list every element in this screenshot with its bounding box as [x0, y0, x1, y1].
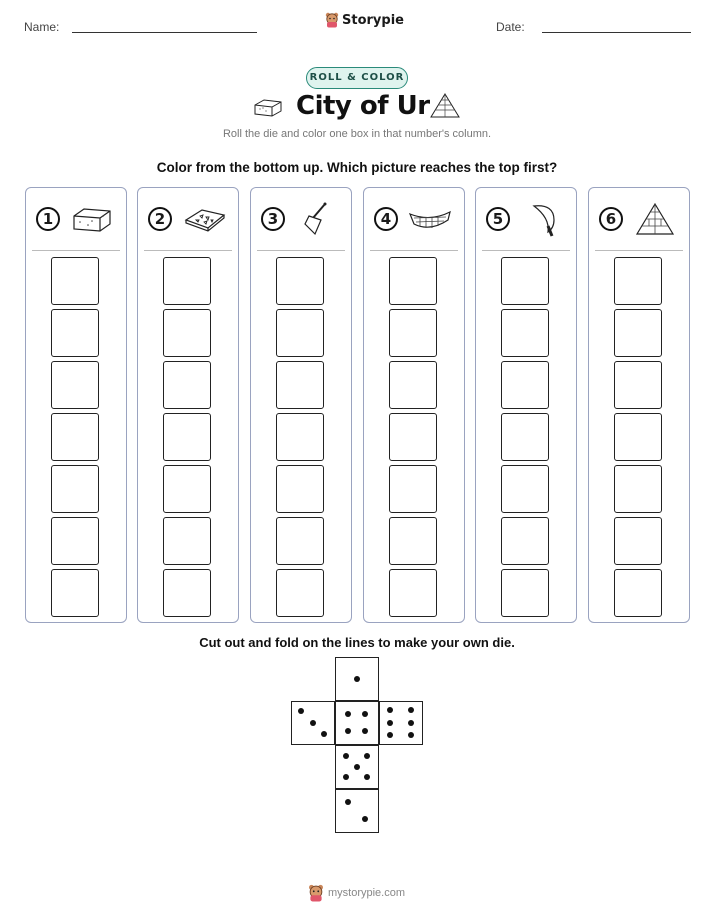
color-box[interactable]	[51, 309, 99, 357]
color-box[interactable]	[389, 413, 437, 461]
column-2	[137, 187, 239, 623]
reed-boat-icon	[408, 202, 452, 238]
worksheet-header	[0, 0, 714, 60]
mud-brick-icon	[252, 97, 284, 119]
color-box[interactable]	[389, 257, 437, 305]
color-box[interactable]	[276, 465, 324, 513]
column-divider	[257, 250, 345, 251]
column-number: 3	[261, 207, 285, 231]
sickle-icon	[520, 202, 564, 238]
color-box[interactable]	[501, 257, 549, 305]
die-pip	[408, 732, 414, 738]
color-box[interactable]	[163, 361, 211, 409]
die-pip	[408, 707, 414, 713]
color-box[interactable]	[389, 517, 437, 565]
color-box[interactable]	[389, 465, 437, 513]
column-divider	[370, 250, 458, 251]
color-box[interactable]	[614, 465, 662, 513]
column-number: 4	[374, 207, 398, 231]
color-box[interactable]	[614, 257, 662, 305]
column-3	[250, 187, 352, 623]
die-pip	[364, 774, 370, 780]
page-title: City of Ur	[296, 91, 430, 121]
die-pip	[298, 708, 304, 714]
clay-tablet-icon	[182, 202, 226, 238]
storypie-logo	[325, 12, 404, 28]
column-divider	[595, 250, 683, 251]
column-divider	[144, 250, 232, 251]
die-pip	[354, 764, 360, 770]
die-pip	[321, 731, 327, 737]
column-number: 6	[599, 207, 623, 231]
column-6	[588, 187, 690, 623]
color-box[interactable]	[389, 569, 437, 617]
die-pip	[354, 676, 360, 682]
die-pip	[408, 720, 414, 726]
die-pip	[387, 707, 393, 713]
die-face-3	[291, 701, 335, 745]
color-box[interactable]	[276, 257, 324, 305]
color-box[interactable]	[51, 517, 99, 565]
footer	[308, 884, 405, 902]
column-number: 5	[486, 207, 510, 231]
column-divider	[32, 250, 120, 251]
color-box[interactable]	[163, 413, 211, 461]
column-header	[599, 202, 683, 242]
die-face-4	[335, 701, 379, 745]
column-1	[25, 187, 127, 623]
column-5	[475, 187, 577, 623]
name-line[interactable]	[72, 32, 257, 33]
color-box[interactable]	[51, 413, 99, 461]
color-box[interactable]	[501, 465, 549, 513]
die-pip	[362, 816, 368, 822]
die-pip	[310, 720, 316, 726]
color-box[interactable]	[163, 309, 211, 357]
bear-icon	[325, 12, 339, 28]
die-pip	[343, 753, 349, 759]
die-pip	[362, 728, 368, 734]
color-box[interactable]	[614, 309, 662, 357]
column-header	[486, 202, 570, 242]
color-box[interactable]	[614, 517, 662, 565]
instruction: Color from the bottom up. Which picture reaches the top first?	[156, 160, 558, 175]
ziggurat-icon	[633, 202, 677, 238]
die-pip	[343, 774, 349, 780]
title-row	[0, 91, 714, 125]
column-header	[148, 202, 232, 242]
color-box[interactable]	[276, 361, 324, 409]
footer-url[interactable]: mystorypie.com	[328, 887, 406, 899]
column-number: 2	[148, 207, 172, 231]
die-face-1	[335, 657, 379, 701]
die-pip	[362, 711, 368, 717]
color-box[interactable]	[389, 361, 437, 409]
color-box[interactable]	[501, 361, 549, 409]
color-box[interactable]	[389, 309, 437, 357]
die-face-2	[335, 789, 379, 833]
color-box[interactable]	[501, 569, 549, 617]
name-label: Name:	[24, 20, 60, 34]
trowel-icon	[295, 202, 339, 238]
die-pip	[345, 728, 351, 734]
die-pip	[345, 711, 351, 717]
die-pip	[345, 799, 351, 805]
color-box[interactable]	[276, 517, 324, 565]
logo-text: Storypie	[342, 12, 404, 28]
color-box[interactable]	[163, 465, 211, 513]
die-face-5	[335, 745, 379, 789]
color-box[interactable]	[51, 569, 99, 617]
die-pip	[387, 732, 393, 738]
color-box[interactable]	[614, 413, 662, 461]
color-box[interactable]	[614, 361, 662, 409]
date-label: Date:	[496, 20, 525, 34]
color-box[interactable]	[276, 413, 324, 461]
die-pip	[364, 753, 370, 759]
color-box[interactable]	[501, 517, 549, 565]
color-box[interactable]	[163, 257, 211, 305]
color-box[interactable]	[276, 309, 324, 357]
color-box[interactable]	[51, 361, 99, 409]
column-header	[36, 202, 120, 242]
ziggurat-icon	[428, 92, 462, 120]
column-divider	[482, 250, 570, 251]
subtitle: Roll the die and color one box in that number's column.	[222, 128, 492, 140]
column-number: 1	[36, 207, 60, 231]
date-line[interactable]	[542, 32, 691, 33]
color-box[interactable]	[276, 569, 324, 617]
column-header	[261, 202, 345, 242]
die-pip	[387, 720, 393, 726]
die-face-6	[379, 701, 423, 745]
color-box[interactable]	[163, 517, 211, 565]
bear-icon	[308, 884, 324, 902]
color-box[interactable]	[51, 465, 99, 513]
column-header	[374, 202, 458, 242]
color-box[interactable]	[501, 309, 549, 357]
mud-brick-icon	[70, 202, 114, 238]
color-box[interactable]	[163, 569, 211, 617]
cut-instruction: Cut out and fold on the lines to make your own die.	[199, 635, 515, 650]
color-box[interactable]	[501, 413, 549, 461]
color-box[interactable]	[614, 569, 662, 617]
activity-badge: ROLL & COLOR	[306, 67, 408, 89]
column-4	[363, 187, 465, 623]
color-box[interactable]	[51, 257, 99, 305]
